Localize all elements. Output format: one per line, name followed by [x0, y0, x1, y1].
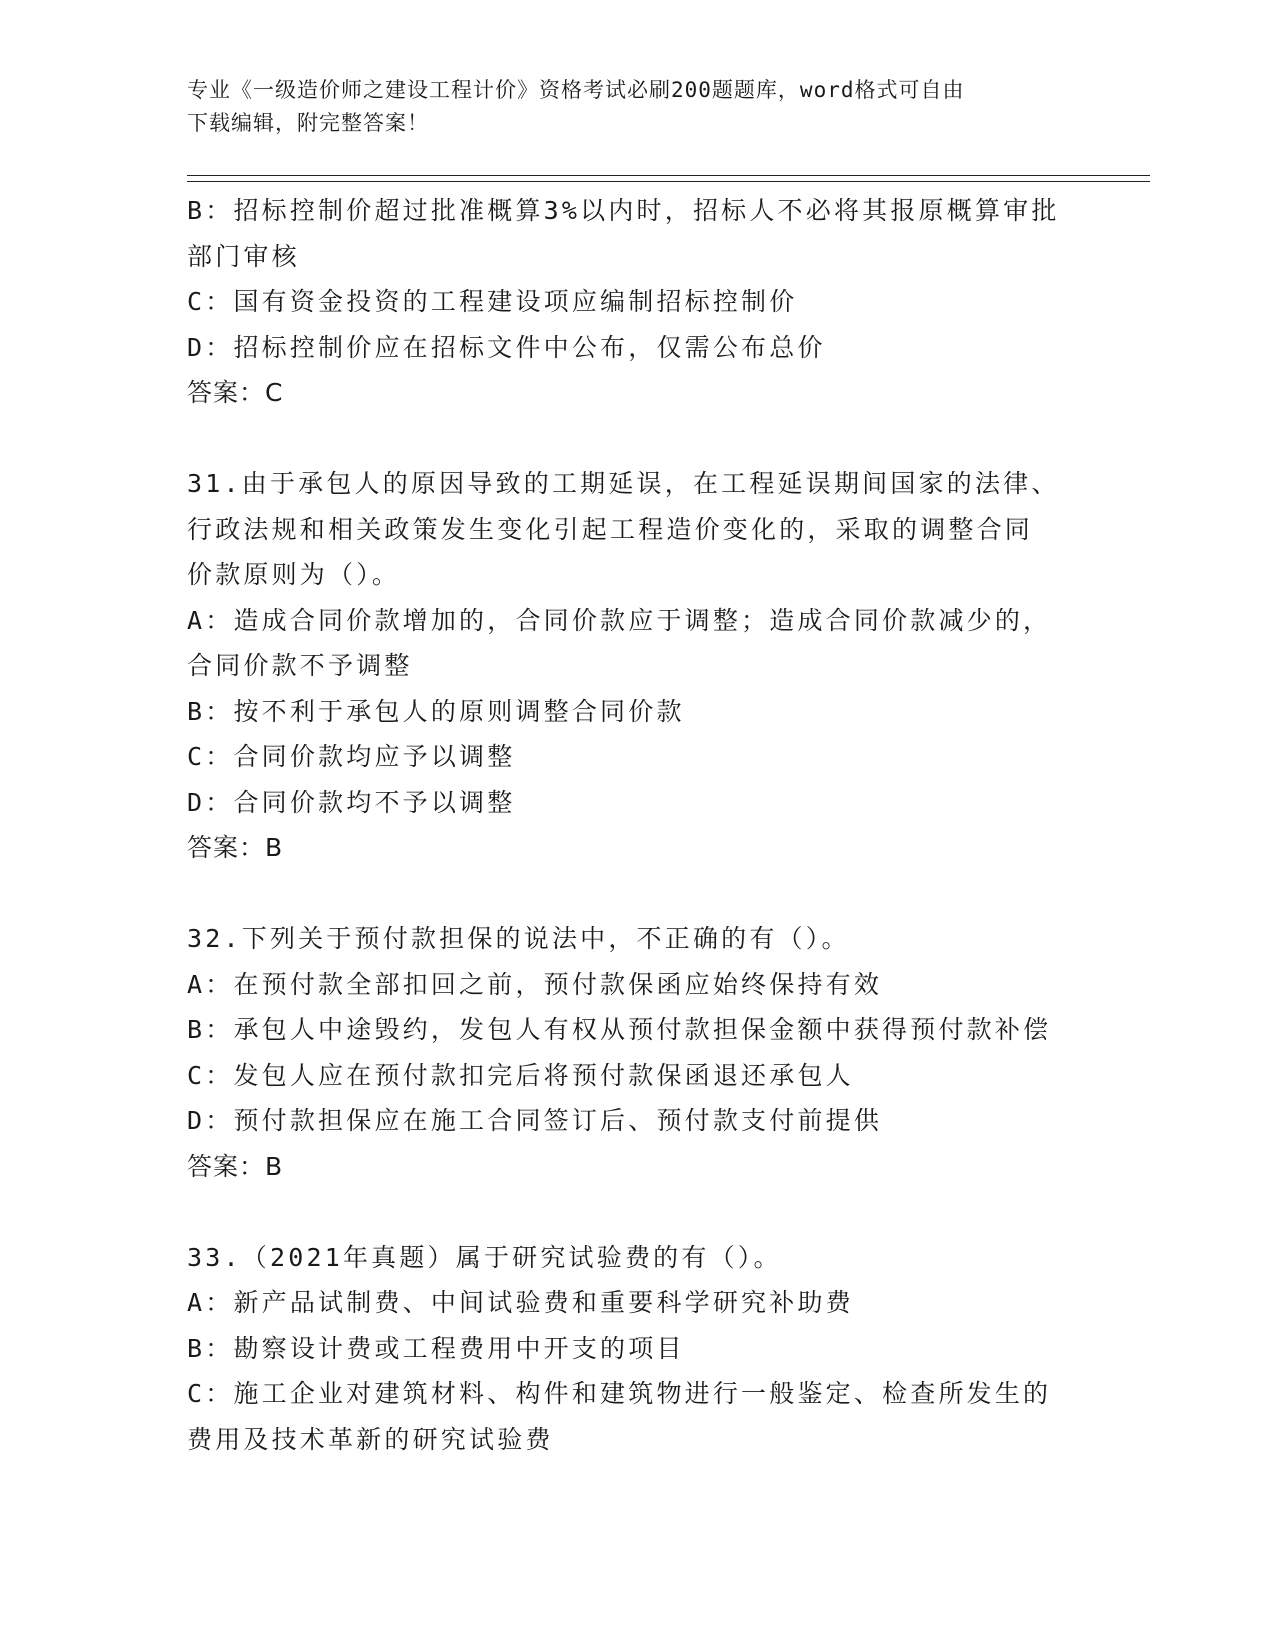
header-rule-top [187, 175, 1150, 176]
option-c: C：国有资金投资的工程建设项应编制招标控制价 [187, 287, 798, 316]
spacer [187, 871, 1087, 917]
header-rule-bottom [187, 181, 1150, 182]
option-c-line-2: 费用及技术革新的研究试验费 [187, 1424, 554, 1454]
answer: 答案：C [187, 378, 284, 407]
option-b: B：按不利于承包人的原则调整合同价款 [187, 696, 685, 726]
header-line-2: 下载编辑，附完整答案！ [187, 111, 429, 135]
header-line-1: 专业《一级造价师之建设工程计价》资格考试必刷200题题库，word格式可自由 [187, 78, 965, 102]
option-a: A：在预付款全部扣回之前，预付款保函应始终保持有效 [187, 969, 883, 999]
question-stem: 32.下列关于预付款担保的说法中，不正确的有（）。 [187, 924, 850, 953]
option-c: C：发包人应在预付款扣完后将预付款保函退还承包人 [187, 1060, 854, 1090]
option-a-line-2: 合同价款不予调整 [187, 651, 413, 680]
option-d: D：合同价款均不予以调整 [187, 787, 516, 817]
option-b-line-2: 部门审核 [187, 241, 300, 271]
question-stem: 33.（2021年真题）属于研究试验费的有（）。 [187, 1242, 782, 1272]
question-31 [187, 461, 1087, 871]
option-b: B：承包人中途毁约，发包人有权从预付款担保金额中获得预付款补偿 [187, 1015, 1052, 1044]
question-30-tail [187, 188, 1087, 416]
option-c: C：合同价款均应予以调整 [187, 742, 516, 771]
question-32 [187, 916, 1087, 1189]
spacer [187, 1189, 1087, 1235]
question-33 [187, 1235, 1087, 1463]
question-stem-line-2: 行政法规和相关政策发生变化引起工程造价变化的，采取的调整合同 [187, 514, 1034, 544]
answer: 答案：B [187, 1151, 284, 1181]
document-header [187, 74, 1067, 140]
spacer [187, 416, 1087, 462]
answer: 答案：B [187, 833, 284, 862]
question-stem-line-3: 价款原则为（）。 [187, 560, 401, 589]
question-body [187, 188, 1087, 1462]
option-a-line-1: A：造成合同价款增加的，合同价款应于调整；造成合同价款减少的， [187, 605, 1052, 635]
option-a: A：新产品试制费、中间试验费和重要科学研究补助费 [187, 1288, 854, 1317]
question-stem-line-1: 31.由于承包人的原因导致的工期延误，在工程延误期间国家的法律、 [187, 469, 1060, 498]
option-d: D：招标控制价应在招标文件中公布，仅需公布总价 [187, 332, 826, 362]
option-c-line-1: C：施工企业对建筑材料、构件和建筑物进行一般鉴定、检查所发生的 [187, 1379, 1052, 1408]
option-b-line-1: B：招标控制价超过批准概算3%以内时，招标人不必将其报原概算审批 [187, 196, 1060, 225]
option-d: D：预付款担保应在施工合同签订后、预付款支付前提供 [187, 1106, 883, 1135]
option-b: B：勘察设计费或工程费用中开支的项目 [187, 1333, 685, 1363]
